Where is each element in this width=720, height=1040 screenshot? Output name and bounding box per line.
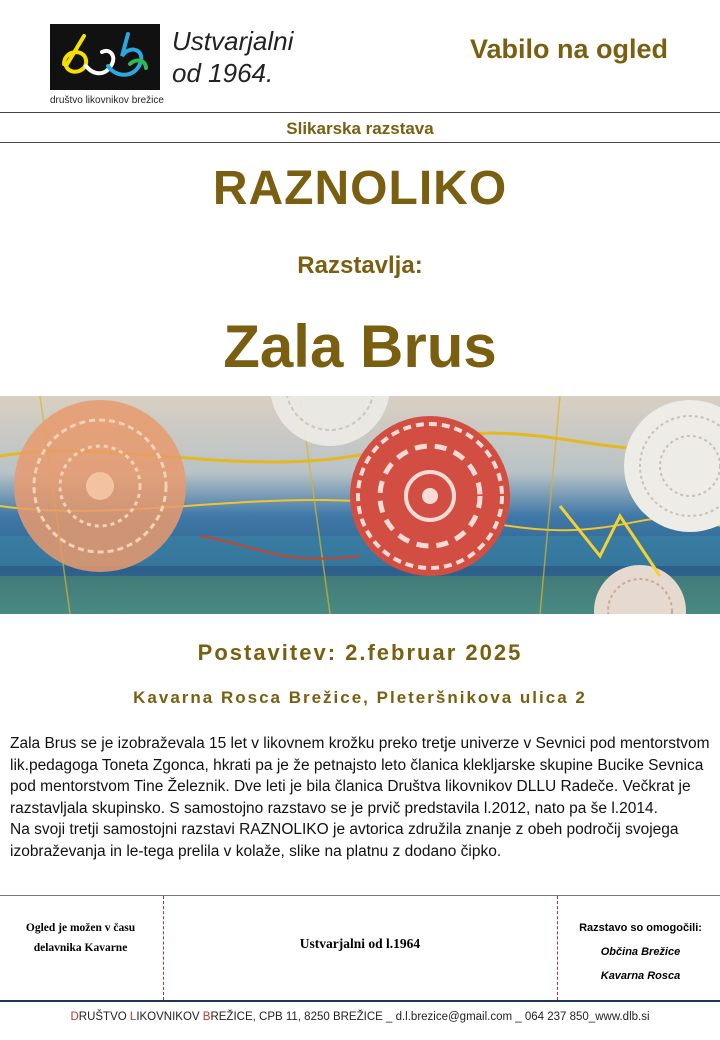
invitation-heading: Vabilo na ogled <box>470 34 669 64</box>
contact-details: REŽICE, CPB 11, 8250 BREŽICE _ d.l.brezice@gmail.com _ 064 237 850_www.dlb.si <box>210 1011 650 1023</box>
logo-subtitle: društvo likovnikov brežice <box>50 95 164 106</box>
footer-divider-left <box>163 896 164 1000</box>
logo-text-line2: od 1964. <box>172 58 274 88</box>
footer-motto: Ustvarjalni od l.1964 <box>299 936 421 951</box>
exhibition-type: Slikarska razstava <box>286 119 434 138</box>
contact-initial-d: D <box>70 1011 79 1023</box>
viewing-hours-note <box>8 918 153 958</box>
biography-paragraph-1: Zala Brus se je izobraževala 15 let v likovnem krožku preko tretje univerze v Sevnici pod mentorstvom lik.pedagoga Toneta Zgonca, hkrati pa je že petnajsto leto članica klekljarske skupine Bucike Sevnica pod mentorstvom Tine Železnik. Dve leti je bila članica Društva likovnikov DLLU Radeče. Večkrat je razstavljala skupinsko. S samostojno razstavo se je prvič predstavila l.2012, nato pa še l.2014. <box>10 735 710 817</box>
contact-word-ikovnikov: IKOVNIKOV <box>136 1011 203 1023</box>
sponsor-obcina-brezice: Občina Brežice <box>600 946 681 958</box>
contact-initial-l: L <box>129 1011 137 1023</box>
opening-date: Postavitev: 2.februar 2025 <box>197 640 523 665</box>
footer-bar <box>0 1000 720 1002</box>
biography-paragraph-2: Na svoji tretji samostojni razstavi RAZNOLIKO je avtorica združila znanje z obeh področij svojega izobraževanja in le-tega prelila v kolaže, slike na platnu z dodano čipko. <box>10 821 679 860</box>
contact-initial-b: B <box>202 1011 211 1023</box>
viewing-hours-line2: delavnika Kavarne <box>33 942 128 954</box>
venue-address: Kavarna Rosca Brežice, Pleteršnikova ulica 2 <box>133 688 587 707</box>
footer-top-divider <box>0 895 720 896</box>
sponsor-kavarna-rosca: Kavarna Rosca <box>600 970 681 982</box>
exhibits-label: Razstavlja: <box>297 252 423 279</box>
artist-biography <box>10 733 715 862</box>
viewing-hours-line1: Ogled je možen v času <box>25 922 136 934</box>
header-divider <box>0 112 720 113</box>
exhibition-title: RAZNOLIKO <box>212 162 508 215</box>
sponsors-block <box>568 916 713 988</box>
footer-divider-right <box>557 896 558 1000</box>
contact-line <box>0 1011 720 1023</box>
sponsors-heading: Razstavo so omogočili: <box>579 922 702 934</box>
artist-name: Zala Brus <box>223 313 497 380</box>
logo-mark <box>50 24 160 90</box>
logo-text-line1: Ustvarjalni <box>172 26 294 56</box>
subtitle-divider <box>0 142 720 143</box>
contact-word-rustvo: RUŠTVO <box>78 1011 130 1023</box>
painting-image <box>0 396 720 614</box>
logo-dlb-icon <box>50 24 160 90</box>
